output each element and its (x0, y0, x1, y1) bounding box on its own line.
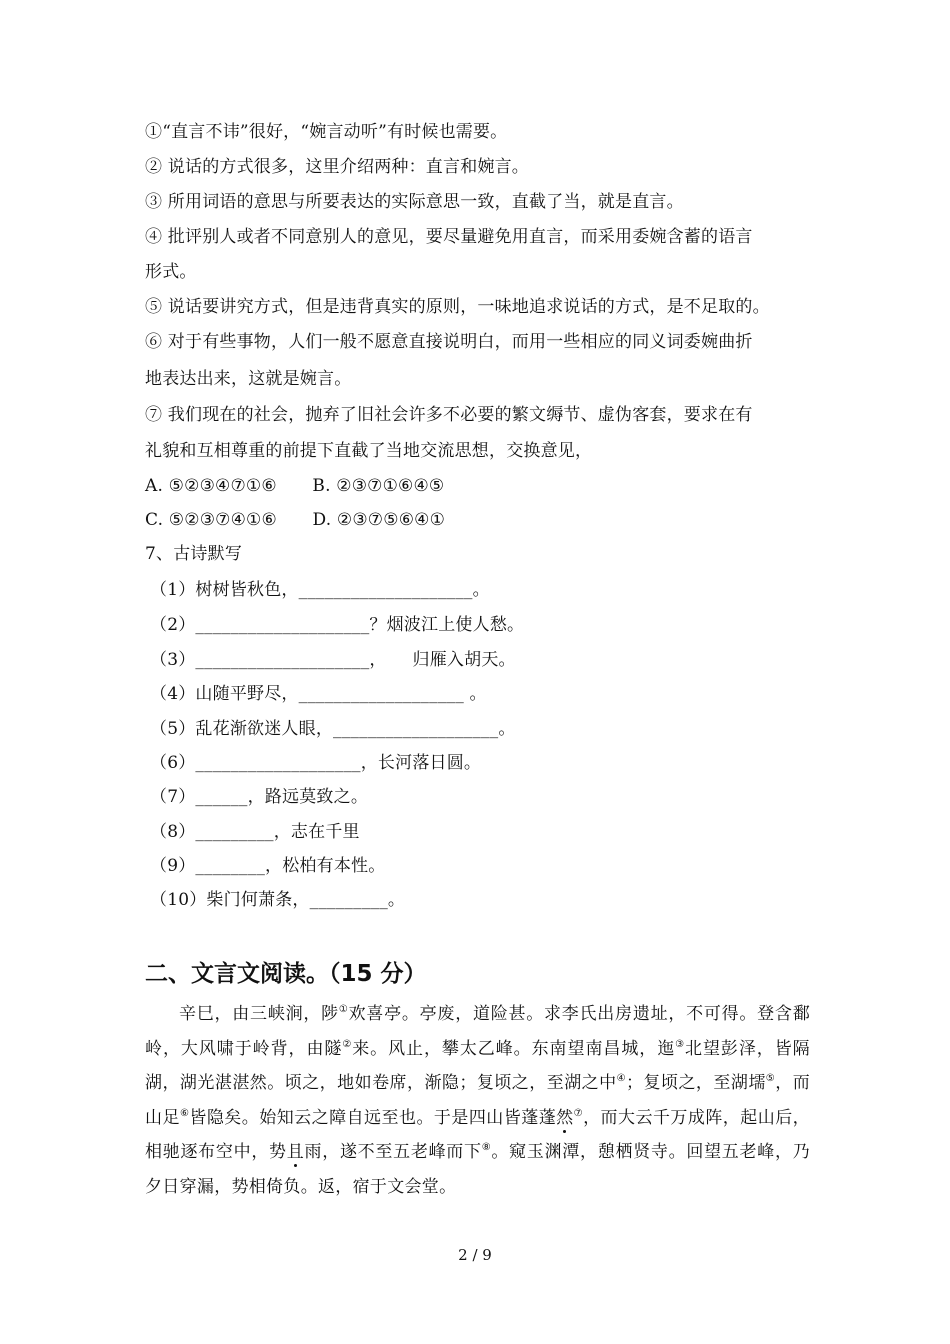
passage-text-9: 雨，遂不至五老峰而下 (304, 1142, 482, 1163)
footnote-mark-1: ① (338, 1004, 349, 1015)
poem-item-2: （2）____________________？烟波江上使人愁。 (150, 615, 525, 635)
footnote-mark-2: ② (342, 1038, 353, 1050)
poem-item-4: （4）山随平野尽，___________________ 。 (150, 684, 487, 704)
passage-text-6: ，而山足 (145, 1073, 811, 1128)
poem-item-8: （8）_________，志在千里 (150, 822, 360, 842)
classical-passage (145, 997, 810, 1205)
option-a: A. ⑤②③④⑦①⑥ (145, 476, 277, 496)
emphasized-word-qie: 且 (286, 1142, 305, 1163)
poem-item-1: （1）树树皆秋色，____________________。 (150, 580, 490, 600)
sentence-4: ④ 批评别人或者不同意别人的意见，要尽量避免用直言，而采用委婉含蓄的语言 (145, 227, 753, 247)
sentence-6: ⑥ 对于有些事物，人们一般不愿意直接说明白，而用一些相应的同义词委婉曲折 (145, 332, 753, 352)
passage-text-5: ；复顷之，至湖壖 (626, 1073, 766, 1094)
poem-item-3: （3）____________________， 归雁入胡天。 (150, 650, 516, 670)
sentence-7-cont: 礼貌和互相尊重的前提下直截了当地交流思想，交换意见， (145, 441, 593, 461)
footnote-mark-8: ⑧ (481, 1142, 492, 1154)
passage-text-8: ，而大云千万成阵，起山后，相驰逐布空中，势 (145, 1107, 810, 1163)
poem-item-7: （7）______，路远莫致之。 (150, 787, 369, 807)
poem-item-5: （5）乱花渐欲迷人眼，___________________。 (150, 719, 516, 739)
passage-text-10: 。窥玉渊潭，憩栖贤寺。回望五老峰，乃夕日穿漏，势相倚负。返，宿于文会堂。 (145, 1142, 810, 1197)
sentence-1: ①“直言不讳”很好，“婉言动听”有时候也需要。 (145, 122, 508, 142)
sentence-6-cont: 地表达出来，这就是婉言。 (145, 369, 352, 389)
poem-item-10: （10）柴门何萧条，_________。 (150, 890, 406, 910)
sentence-3: ③ 所用词语的意思与所要表达的实际意思一致，直截了当，就是直言。 (145, 192, 684, 212)
passage-text-1: 辛巳，由三峡涧，陟 (179, 1004, 339, 1024)
footnote-mark-7: ⑦ (573, 1107, 584, 1119)
option-d: D. ②③⑦⑤⑥④① (312, 510, 446, 530)
question-7-title: 7、古诗默写 (145, 544, 243, 564)
poem-item-6: （6）___________________，长河落日圆。 (150, 753, 482, 773)
sentence-4-cont: 形式。 (145, 262, 197, 282)
passage-text-7: 皆隐矣。始知云之障自远至也。于是四山皆蓬蓬 (189, 1107, 557, 1128)
poem-item-9: （9）________，松柏有本性。 (150, 856, 386, 876)
option-b: B. ②③⑦①⑥④⑤ (312, 476, 445, 496)
emphasized-word-ran: 然 (556, 1107, 574, 1128)
options-row-2 (145, 508, 825, 532)
options-row-1 (145, 474, 825, 498)
footnote-mark-5: ⑤ (765, 1073, 776, 1085)
sentence-5: ⑤ 说话要讲究方式，但是违背真实的原则，一味地追求说话的方式，是不足取的。 (145, 297, 770, 317)
section-heading: 二、文言文阅读。（15 分） (145, 961, 427, 987)
passage-text-2: 欢喜亭。亭废，道险甚。求李氏出房遗址，不可得。登含鄱岭，大风啸于岭背，由隧 (145, 1004, 810, 1059)
footnote-mark-6: ⑥ (179, 1107, 190, 1119)
option-c: C. ⑤②③⑦④①⑥ (145, 510, 277, 530)
passage-text-4: 北望彭泽，皆隔湖，湖光湛湛然。顷之，地如卷席，渐隐；复顷之，至湖之中 (145, 1038, 810, 1094)
page-number: 2 / 9 (458, 1246, 492, 1264)
passage-text-3: 来。风止，攀太乙峰。东南望南昌城，迤 (352, 1038, 676, 1059)
footnote-mark-3: ③ (675, 1038, 686, 1050)
footnote-mark-4: ④ (616, 1073, 627, 1085)
sentence-7: ⑦ 我们现在的社会，抛弃了旧社会许多不必要的繁文缛节、虚伪客套，要求在有 (145, 405, 753, 425)
sentence-2: ② 说话的方式很多，这里介绍两种：直言和婉言。 (145, 157, 530, 177)
